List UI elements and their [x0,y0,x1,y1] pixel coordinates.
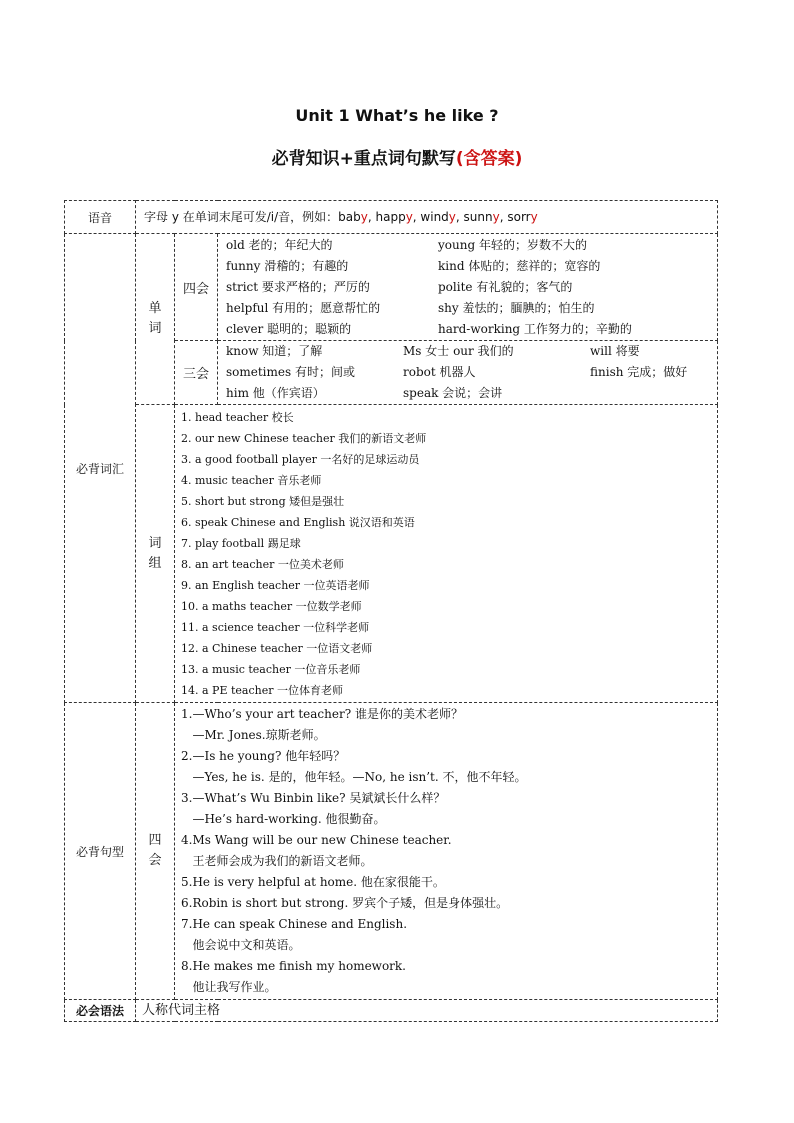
sentence-line: 6.Robin is short but strong. 罗宾个子矮，但是身体强壮。 [181,896,509,910]
phrase-item: 10. a maths teacher 一位数学老师 [181,599,362,613]
pronunciation-row [65,201,718,234]
phrase-item: 3. a good football player 一名好的足球运动员 [181,452,420,466]
sentence-line: 3.—What’s Wu Binbin like? 吴斌斌长什么样？ [181,791,446,805]
four-skill-words [218,234,718,341]
three-skill-words [218,341,718,405]
sentence-line: 5.He is very helpful at home. 他在家很能干。 [181,875,445,889]
phrase-item: 14. a PE teacher 一位体育老师 [181,683,343,697]
phrase-item: 12. a Chinese teacher 一位语文老师 [181,641,373,655]
grammar-row [65,1000,718,1022]
sentence-line: 2.—Is he young? 他年轻吗？ [181,749,346,763]
three-skill-label: 三会 [175,341,218,405]
vocab-label: 必背词汇 [65,234,136,703]
phrase-item: 5. short but strong 矮但是强壮 [181,494,345,508]
sentence-line: 1.—Who’s your art teacher? 谁是你的美术老师？ [181,707,463,721]
sentence-line: 7.He can speak Chinese and English. [181,917,408,931]
phrase-item: 7. play football 踢足球 [181,536,301,550]
word-line: clever 聪明的；聪颖的 hard-working 工作努力的；辛勤的 [226,321,632,336]
word-line: old 老的；年纪大的 young 年轻的；岁数不大的 [226,237,587,252]
word-line: know 知道；了解 Ms 女士 our 我们的 will 将要 [226,344,640,358]
four-skill-label: 四会 [175,234,218,341]
page-title: Unit 1 What’s he like ? [295,106,499,125]
phrase-item: 13. a music teacher 一位音乐老师 [181,662,361,676]
pronunciation-rule: 字母 y 在单词末尾可发/i/音，例如： [144,209,339,224]
sentence-line: 王老师会成为我们的新语文老师。 [181,854,373,868]
subtitle-main: 必背知识+重点词句默写 [271,149,456,169]
sentence-line: 他让我写作业。 [181,980,277,994]
knowledge-table [64,200,718,1022]
sentences-list [175,703,718,1000]
phrase-item: 4. music teacher 音乐老师 [181,473,322,487]
sentences-skill-label: 四会 [136,703,175,1000]
phrase-item: 1. head teacher 校长 [181,410,294,424]
phrase-item: 9. an English teacher 一位英语老师 [181,578,370,592]
word-line: helpful 有用的；愿意帮忙的 shy 羞怯的；腼腆的；怕生的 [226,300,595,315]
subtitle-answer-note: (含答案) [455,149,523,169]
word-line: funny 滑稽的；有趣的 kind 体贴的；慈祥的；宽容的 [226,258,601,273]
word-line: sometimes 有时；间或 robot 机器人 finish 完成；做好 [226,365,688,379]
phrase-item: 2. our new Chinese teacher 我们的新语文老师 [181,431,427,445]
vocab-phrases-row [65,405,718,703]
sentence-line: 8.He makes me finish my homework. [181,959,406,973]
phrase-item: 8. an art teacher 一位美术老师 [181,557,344,571]
sentence-line: —He’s hard-working. 他很勤奋。 [181,812,386,826]
sentences-row [65,703,718,1000]
pronunciation-examples: baby, happy, windy, sunny, sorry [338,209,538,224]
sentence-line: —Mr. Jones.琼斯老师。 [181,728,326,742]
pronunciation-label: 语音 [65,201,136,234]
page-subtitle [0,144,794,169]
phrases-list [175,405,718,703]
phrases-label: 词组 [136,405,175,703]
sentence-line: 4.Ms Wang will be our new Chinese teacher. [181,833,452,847]
sentences-label: 必背句型 [65,703,136,1000]
grammar-content: 人称代词主格 [136,1000,718,1022]
word-line: him 他（作宾语） speak 会说；会讲 [226,386,503,400]
sentence-line: 他会说中文和英语。 [181,938,301,952]
sentence-line: —Yes, he is. 是的，他年轻。—No, he isn’t. 不，他不年轻。 [181,770,527,784]
phrase-item: 11. a science teacher 一位科学老师 [181,620,370,634]
vocab-four-row [65,234,718,341]
pronunciation-content [136,201,718,234]
grammar-label: 必会语法 [65,1000,136,1022]
words-label: 单词 [136,234,175,405]
phrase-item: 6. speak Chinese and English 说汉语和英语 [181,515,415,529]
word-line: strict 要求严格的；严厉的 polite 有礼貌的；客气的 [226,279,573,294]
